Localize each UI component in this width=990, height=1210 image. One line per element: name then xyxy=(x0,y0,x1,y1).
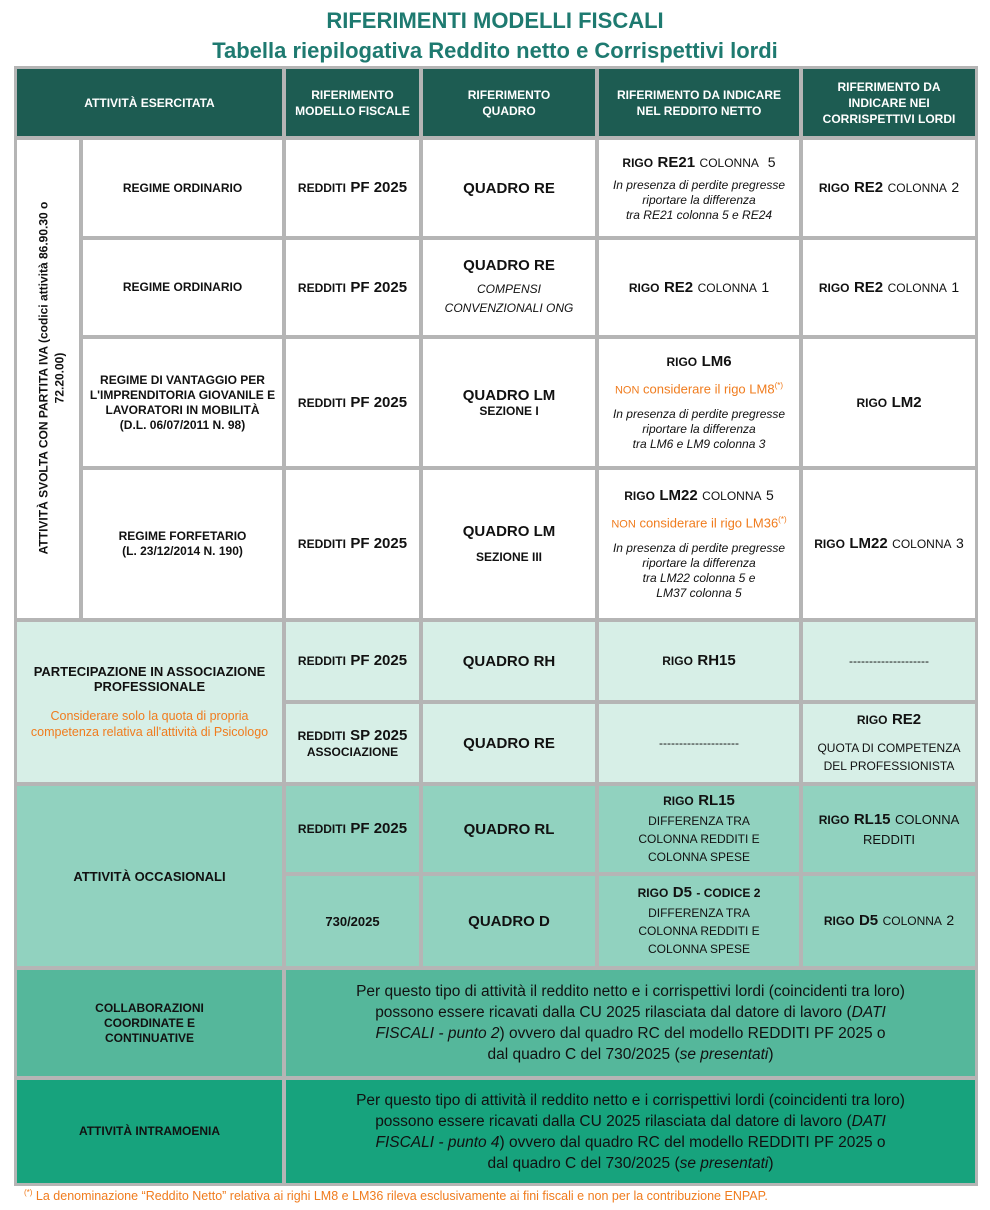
occas-label-cell xyxy=(17,786,282,966)
row4-quadro-text: QUADRO LM xyxy=(462,523,556,540)
page-title: RIFERIMENTI MODELLI FISCALI xyxy=(326,8,664,33)
row4-note-1: In presenza di perdite pregresse xyxy=(612,540,786,555)
intra-label: ATTIVITÀ INTRAMOENIA xyxy=(78,1124,221,1138)
row2-corr-rigo: RE2 xyxy=(853,278,884,296)
intra-p4 xyxy=(487,1153,773,1174)
row2-colonna-value: 1 xyxy=(761,278,770,295)
row4-attivita-line2: (L. 23/12/2014 N. 190) xyxy=(122,544,243,558)
row2-modello xyxy=(286,240,419,335)
occas-a-quadro-text: QUADRO RL xyxy=(463,820,555,838)
cococo-label-1: COLLABORAZIONI xyxy=(95,1000,204,1015)
intra-p1: Per questo tipo di attività il reddito netto e i corrispettivi lordi (coincidenti tra loro) xyxy=(356,1091,905,1109)
occas-a-corr-rigo: RL15 xyxy=(853,811,891,828)
assoc-b-netto xyxy=(599,704,799,782)
footnote-text: La denominazione “Reddito Netto” relativa ai righi LM8 e LM36 rileva esclusivamente ai fini fiscali e non per la contribuzione ENPAP. xyxy=(32,1189,768,1204)
row1-corr-rigo-word: RIGO xyxy=(818,181,850,195)
cococo-description xyxy=(286,970,975,1076)
row3-rigo-word: RIGO xyxy=(666,355,698,370)
occas-a-modello-text xyxy=(298,820,407,838)
row1-attivita xyxy=(83,140,282,236)
occas-a-rigo-word: RIGO xyxy=(663,794,694,808)
occas-a-corrispettivi xyxy=(803,786,975,872)
header-modello-line2: MODELLO FISCALE xyxy=(295,103,410,118)
row2-rigo-value: RE2 xyxy=(663,278,694,296)
row2-quadro-sub-1: COMPENSI xyxy=(476,282,541,296)
assoc-a-redditi: REDDITI xyxy=(297,654,346,668)
row2-netto xyxy=(599,240,799,335)
occas-a-netto-rigo xyxy=(663,792,735,810)
intra-p3b: ) ovvero dal quadro RC del modello REDDITI PF 2025 o xyxy=(499,1133,886,1151)
header-netto xyxy=(599,69,799,136)
assoc-a-modello-text xyxy=(298,652,407,670)
row4-sezione: SEZIONE III xyxy=(475,550,542,564)
header-modello-line1: RIFERIMENTO xyxy=(311,87,394,102)
row3-note-1: In presenza di perdite pregresse xyxy=(612,406,786,421)
row1-attivita-text: REGIME ORDINARIO xyxy=(122,180,243,195)
row1-rigo-word: RIGO xyxy=(622,155,654,170)
assoc-b-modello-sub: ASSOCIAZIONE xyxy=(306,744,399,759)
footnote xyxy=(24,1188,974,1203)
row4-pf: PF 2025 xyxy=(350,535,408,552)
row2-attivita xyxy=(83,240,282,335)
row1-netto-rigo xyxy=(622,154,775,172)
row4-note-2: riportare la differenza xyxy=(642,555,756,570)
row3-corrispettivi xyxy=(803,339,975,466)
cococo-p2b: DATI xyxy=(851,1004,886,1021)
row2-corr-rigo-word: RIGO xyxy=(818,280,850,295)
header-attivita-text: ATTIVITÀ ESERCITATA xyxy=(84,95,215,110)
row4-corr-rigo-word: RIGO xyxy=(814,537,845,551)
occas-b-corr-rigo: D5 xyxy=(858,912,879,929)
row3-sezione: SEZIONE I xyxy=(479,403,539,418)
row3-pf: PF 2025 xyxy=(350,393,408,411)
partita-iva-label-cell xyxy=(17,140,79,618)
assoc-a-rigo-word: RIGO xyxy=(662,654,693,668)
header-attivita xyxy=(17,69,282,136)
intra-p4b: se presentati xyxy=(679,1154,769,1172)
row1-corrispettivi xyxy=(803,140,975,236)
row3-quadro xyxy=(423,339,595,466)
row2-corrispettivi xyxy=(803,240,975,335)
assoc-b-corr-rigo-word: RIGO xyxy=(856,713,888,727)
row2-quadro xyxy=(423,240,595,335)
assoc-b-modello xyxy=(286,704,419,782)
assoc-b-corr-rigo: RE2 xyxy=(891,711,922,728)
row1-quadro xyxy=(423,140,595,236)
row2-attivita-text: REGIME ORDINARIO xyxy=(122,280,243,294)
occas-b-corrispettivi xyxy=(803,876,975,966)
occas-a-corr-rigo-word: RIGO xyxy=(818,813,850,827)
assoc-b-quadro-text: QUADRO RE xyxy=(463,734,555,752)
occas-a-diff-2: COLONNA REDDITI E xyxy=(638,832,760,846)
row4-corr-colonna-word: COLONNA xyxy=(892,537,952,551)
intra-p2a: possono essere ricavati dalla CU 2025 rilasciata dal datore di lavoro ( xyxy=(375,1112,852,1130)
occas-a-diff-3: COLONNA SPESE xyxy=(647,850,751,864)
assoc-note-1: Considerare solo la quota di propria xyxy=(50,709,249,723)
occas-a-quadro xyxy=(423,786,595,872)
row3-netto-rigo xyxy=(666,353,731,371)
header-corr-line2: INDICARE NEI xyxy=(848,95,930,110)
row3-quadro-text: QUADRO LM xyxy=(462,386,556,404)
occas-label: ATTIVITÀ OCCASIONALI xyxy=(73,868,226,884)
row3-note-3: tra LM6 e LM9 colonna 3 xyxy=(632,436,766,451)
row4-colonna-word: COLONNA xyxy=(702,489,762,504)
intra-p2b: DATI xyxy=(851,1112,886,1130)
cococo-p3 xyxy=(375,1023,885,1044)
occas-b-diff-2: COLONNA REDDITI E xyxy=(638,924,760,938)
header-corr-line3: CORRISPETTIVI LORDI xyxy=(822,111,956,126)
row1-pf: PF 2025 xyxy=(350,179,408,196)
assoc-b-corr-rigo-line xyxy=(857,711,921,729)
assoc-b-quadro xyxy=(423,704,595,782)
row1-note-1: In presenza di perdite pregresse xyxy=(612,177,786,192)
header-quadro xyxy=(423,69,595,136)
occas-b-modello xyxy=(286,876,419,966)
row2-redditi: REDDITI xyxy=(297,280,346,295)
row3-sup: (*) xyxy=(774,381,784,391)
row4-non-text: considerare il rigo LM36 xyxy=(639,515,779,531)
row4-corr-text xyxy=(814,535,964,553)
row4-rigo-value: LM22 xyxy=(659,487,698,505)
occas-a-corr-line1 xyxy=(819,811,960,829)
occas-b-quadro xyxy=(423,876,595,966)
header-quadro-line1: RIFERIMENTO xyxy=(467,87,551,102)
cococo-p4a: dal quadro C del 730/2025 ( xyxy=(487,1046,680,1063)
assoc-a-netto-text xyxy=(662,652,735,670)
assoc-label-1: PARTECIPAZIONE IN ASSOCIAZIONE xyxy=(33,664,266,679)
assoc-b-corr-1: QUOTA DI COMPETENZA xyxy=(817,741,961,755)
intra-p3a: FISCALI - punto 4 xyxy=(375,1133,500,1151)
row1-colonna-word: COLONNA xyxy=(699,155,759,170)
partita-iva-label-wrap xyxy=(20,140,82,616)
row3-attivita-line3: LAVORATORI IN MOBILITÀ xyxy=(105,402,260,417)
row1-quadro-text: QUADRO RE xyxy=(463,179,555,197)
row1-modello xyxy=(286,140,419,236)
assoc-b-modello-text xyxy=(298,727,408,745)
row1-note-2: riportare la differenza xyxy=(642,192,756,207)
occas-b-diff-3: COLONNA SPESE xyxy=(647,942,751,956)
cococo-p4 xyxy=(487,1044,773,1065)
occas-a-pf: PF 2025 xyxy=(350,820,408,837)
row3-corr-rigo: LM2 xyxy=(891,393,922,411)
row3-non-considerare xyxy=(615,381,783,396)
occas-a-redditi: REDDITI xyxy=(297,822,346,836)
row4-modello xyxy=(286,470,419,618)
occas-b-rigo: D5 xyxy=(672,884,692,901)
row2-corr-col: 1 xyxy=(951,278,960,295)
row2-corr-colonna-word: COLONNA xyxy=(887,280,947,295)
row3-rigo-value: LM6 xyxy=(701,353,732,371)
occas-b-rigo-word: RIGO xyxy=(637,886,669,900)
row2-colonna-word: COLONNA xyxy=(697,280,757,295)
header-corrispettivi xyxy=(803,69,975,136)
assoc-a-corr-dashes: -------------------- xyxy=(849,654,929,668)
row4-colonna-value: 5 xyxy=(765,487,774,504)
assoc-a-pf: PF 2025 xyxy=(350,652,408,669)
row4-non-considerare xyxy=(611,515,786,530)
assoc-a-rigo: RH15 xyxy=(697,652,736,669)
occas-a-corr-colonna: COLONNA xyxy=(894,812,960,827)
partita-iva-label-line1: ATTIVITÀ SVOLTA CON PARTITA IVA (codici attività 86.90.30 o xyxy=(36,201,50,555)
occas-b-quadro-text: QUADRO D xyxy=(468,912,550,930)
occas-a-corr-redditi: REDDITI xyxy=(863,832,915,847)
row2-quadro-text: QUADRO RE xyxy=(463,257,555,274)
intra-p4a: dal quadro C del 730/2025 ( xyxy=(487,1154,680,1172)
row4-modello-text xyxy=(298,535,407,553)
cococo-p1: Per questo tipo di attività il reddito netto e i corrispettivi lordi (coincidenti tra loro) xyxy=(356,983,905,1000)
header-quadro-line2: QUADRO xyxy=(482,103,536,118)
assoc-b-sp: SP 2025 xyxy=(350,726,408,744)
assoc-a-quadro-text: QUADRO RH xyxy=(462,652,556,670)
row3-netto xyxy=(599,339,799,466)
row1-corr-rigo: RE2 xyxy=(853,179,884,196)
assoc-label-2: PROFESSIONALE xyxy=(93,679,206,694)
occas-b-netto-rigo xyxy=(638,884,761,902)
row4-netto-rigo xyxy=(624,487,774,505)
cococo-p2 xyxy=(375,1002,886,1023)
cococo-label-3: CONTINUATIVE xyxy=(104,1030,195,1045)
occas-a-diff-1: DIFFERENZA TRA xyxy=(648,814,750,828)
cococo-p2a: possono essere ricavati dalla CU 2025 rilasciata dal datore di lavoro ( xyxy=(375,1004,852,1021)
row4-attivita xyxy=(83,470,282,618)
row4-note-4: LM37 colonna 5 xyxy=(656,585,742,600)
row2-pf: PF 2025 xyxy=(350,278,408,296)
row1-redditi: REDDITI xyxy=(297,181,346,195)
header-corr-line1: RIFERIMENTO DA xyxy=(837,79,941,94)
cococo-label-2: COORDINATE E xyxy=(103,1015,196,1030)
header-netto-line2: NEL REDDITO NETTO xyxy=(636,103,762,118)
row3-non-text: considerare il rigo LM8 xyxy=(643,381,775,397)
assoc-a-quadro xyxy=(423,622,595,700)
footnote-sup: (*) xyxy=(24,1188,33,1197)
row4-redditi: REDDITI xyxy=(297,537,346,551)
row3-attivita-line4: (D.L. 06/07/2011 N. 98) xyxy=(119,417,246,432)
row4-attivita-line1: REGIME FORFETARIO xyxy=(118,529,247,543)
row3-attivita-line1: REGIME DI VANTAGGIO PER xyxy=(100,372,265,387)
row1-note-3: tra RE21 colonna 5 e RE24 xyxy=(625,207,773,222)
partita-iva-label xyxy=(35,202,67,555)
assoc-a-modello xyxy=(286,622,419,700)
occas-b-modello-text: 730/2025 xyxy=(325,913,380,929)
assoc-a-corrispettivi xyxy=(803,622,975,700)
row3-modello xyxy=(286,339,419,466)
intra-p4c: ) xyxy=(768,1154,774,1172)
row4-corr-col: 3 xyxy=(955,535,964,551)
row1-netto xyxy=(599,140,799,236)
row4-corr-rigo: LM22 xyxy=(849,535,888,552)
occas-a-modello xyxy=(286,786,419,872)
occas-a-rigo: RL15 xyxy=(698,792,735,809)
intra-label-cell xyxy=(17,1080,282,1183)
row1-corr-col: 2 xyxy=(951,179,960,195)
assoc-note-2: competenza relativa all'attività di Psicologo xyxy=(30,725,269,739)
cococo-p3b: ) ovvero dal quadro RC del modello REDDITI PF 2025 o xyxy=(499,1025,886,1042)
cococo-label-cell xyxy=(17,970,282,1076)
row2-modello-text xyxy=(298,279,407,297)
row4-quadro xyxy=(423,470,595,618)
cococo-p4c: ) xyxy=(768,1046,774,1063)
row1-rigo-value: RE21 xyxy=(657,153,696,171)
assoc-b-redditi: REDDITI xyxy=(297,728,346,743)
page-subtitle: Tabella riepilogativa Reddito netto e Corrispettivi lordi xyxy=(212,38,778,63)
occas-b-corr-rigo-word: RIGO xyxy=(823,914,855,928)
row3-attivita xyxy=(83,339,282,466)
cococo-p4b: se presentati xyxy=(679,1046,769,1063)
row3-note-2: riportare la differenza xyxy=(642,421,756,436)
intra-p3 xyxy=(375,1132,885,1153)
occas-b-netto xyxy=(599,876,799,966)
occas-a-netto xyxy=(599,786,799,872)
intra-p2 xyxy=(375,1111,886,1132)
row2-rigo-word: RIGO xyxy=(628,280,660,295)
row1-corr-text xyxy=(819,179,959,197)
row4-corrispettivi xyxy=(803,470,975,618)
assoc-b-corr-2: DEL PROFESSIONISTA xyxy=(823,759,955,773)
row3-modello-text xyxy=(298,394,407,412)
header-netto-line1: RIFERIMENTO DA INDICARE xyxy=(616,87,781,102)
summary-table xyxy=(14,66,978,1186)
partita-iva-label-line2: 72.20.00) xyxy=(52,352,66,404)
occas-b-codice: - CODICE 2 xyxy=(696,886,761,900)
header-modello xyxy=(286,69,419,136)
row4-rigo-word: RIGO xyxy=(624,489,655,504)
row4-netto xyxy=(599,470,799,618)
intra-description xyxy=(286,1080,975,1183)
occas-b-corr-col: 2 xyxy=(946,912,955,928)
row1-corr-colonna-word: COLONNA xyxy=(887,181,947,195)
row2-netto-text xyxy=(629,279,769,297)
row3-corr-text xyxy=(856,394,921,412)
occas-b-diff-1: DIFFERENZA TRA xyxy=(648,906,750,920)
row3-attivita-line2: L'IMPRENDITORIA GIOVANILE E xyxy=(89,387,276,402)
row3-redditi: REDDITI xyxy=(297,395,346,410)
row4-non: NON xyxy=(611,518,636,531)
cococo-p3a: FISCALI - punto 2 xyxy=(375,1025,500,1042)
row3-corr-rigo-word: RIGO xyxy=(856,395,888,410)
row2-quadro-sub-2: CONVENZIONALI ONG xyxy=(444,301,574,315)
row1-modello-text xyxy=(298,179,407,197)
row4-note-3: tra LM22 colonna 5 e xyxy=(642,570,756,585)
occas-b-corr-text xyxy=(824,912,954,930)
occas-b-corr-colonna-word: COLONNA xyxy=(882,914,942,928)
assoc-label-cell xyxy=(17,622,282,782)
assoc-b-corrispettivi xyxy=(803,704,975,782)
row4-sup: (*) xyxy=(778,515,787,525)
row1-colonna-value: 5 xyxy=(767,153,776,170)
assoc-a-netto xyxy=(599,622,799,700)
assoc-b-netto-dashes: -------------------- xyxy=(659,736,739,750)
row3-non: NON xyxy=(614,384,640,397)
row2-corr-text xyxy=(819,279,959,297)
